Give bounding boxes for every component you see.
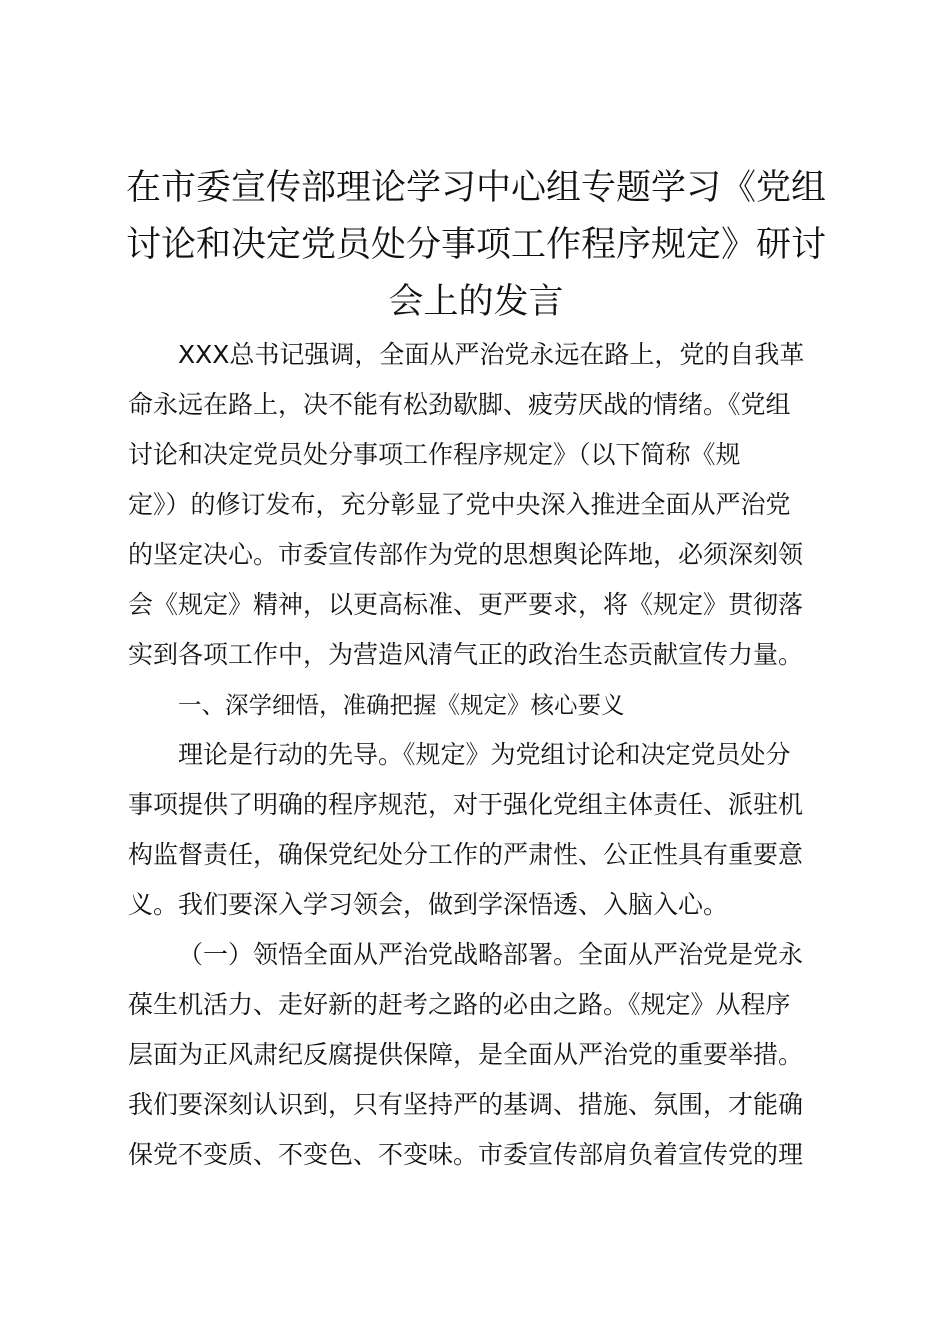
paragraph-line: 事项提供了明确的程序规范，对于强化党组主体责任、派驻机 bbox=[128, 790, 804, 819]
paragraph-line: （一）领悟全面从严治党战略部署。全面从严治党是党永 bbox=[178, 940, 804, 969]
paragraph-line: 构监督责任，确保党纪处分工作的严肃性、公正性具有重要意 bbox=[128, 840, 804, 869]
paragraph-line: 层面为正风肃纪反腐提供保障，是全面从严治党的重要举措。 bbox=[128, 1040, 804, 1069]
paragraph-line: 我们要深刻认识到，只有坚持严的基调、措施、氛围，才能确 bbox=[128, 1090, 804, 1119]
paragraph-line: 命永远在路上，决不能有松劲歇脚、疲劳厌战的情绪。《党组 bbox=[128, 390, 791, 419]
paragraph-line: 会《规定》精神，以更高标准、更严要求，将《规定》贯彻落 bbox=[128, 590, 804, 619]
paragraph-line: 保党不变质、不变色、不变味。市委宣传部肩负着宣传党的理 bbox=[128, 1140, 804, 1169]
document-body bbox=[128, 330, 832, 1180]
paragraph-line: 的坚定决心。市委宣传部作为党的思想舆论阵地，必须深刻领 bbox=[128, 540, 804, 569]
paragraph-line: 义。我们要深入学习领会，做到学深悟透、入脑入心。 bbox=[128, 890, 729, 919]
paragraph-line: 定》）的修订发布，充分彰显了党中央深入推进全面从严治党 bbox=[128, 490, 791, 519]
section-heading: 一、深学细悟，准确把握《规定》核心要义 bbox=[178, 691, 625, 719]
paragraph-line: 理论是行动的先导。《规定》为党组讨论和决定党员处分 bbox=[178, 740, 791, 769]
document-title bbox=[120, 160, 832, 331]
paragraph-line: 葆生机活力、走好新的赶考之路的必由之路。《规定》从程序 bbox=[128, 990, 791, 1019]
title-line: 会上的发言 bbox=[388, 282, 564, 322]
paragraph-line: XXX总书记强调，全面从严治党永远在路上，党的自我革 bbox=[178, 340, 805, 369]
paragraph-line: 讨论和决定党员处分事项工作程序规定》（以下简称《规 bbox=[128, 440, 741, 469]
title-line: 讨论和决定党员处分事项工作程序规定》研讨 bbox=[125, 225, 826, 265]
paragraph-line: 实到各项工作中，为营造风清气正的政治生态贡献宣传力量。 bbox=[128, 640, 804, 669]
title-line: 在市委宣传部理论学习中心组专题学习《党组 bbox=[125, 168, 826, 208]
